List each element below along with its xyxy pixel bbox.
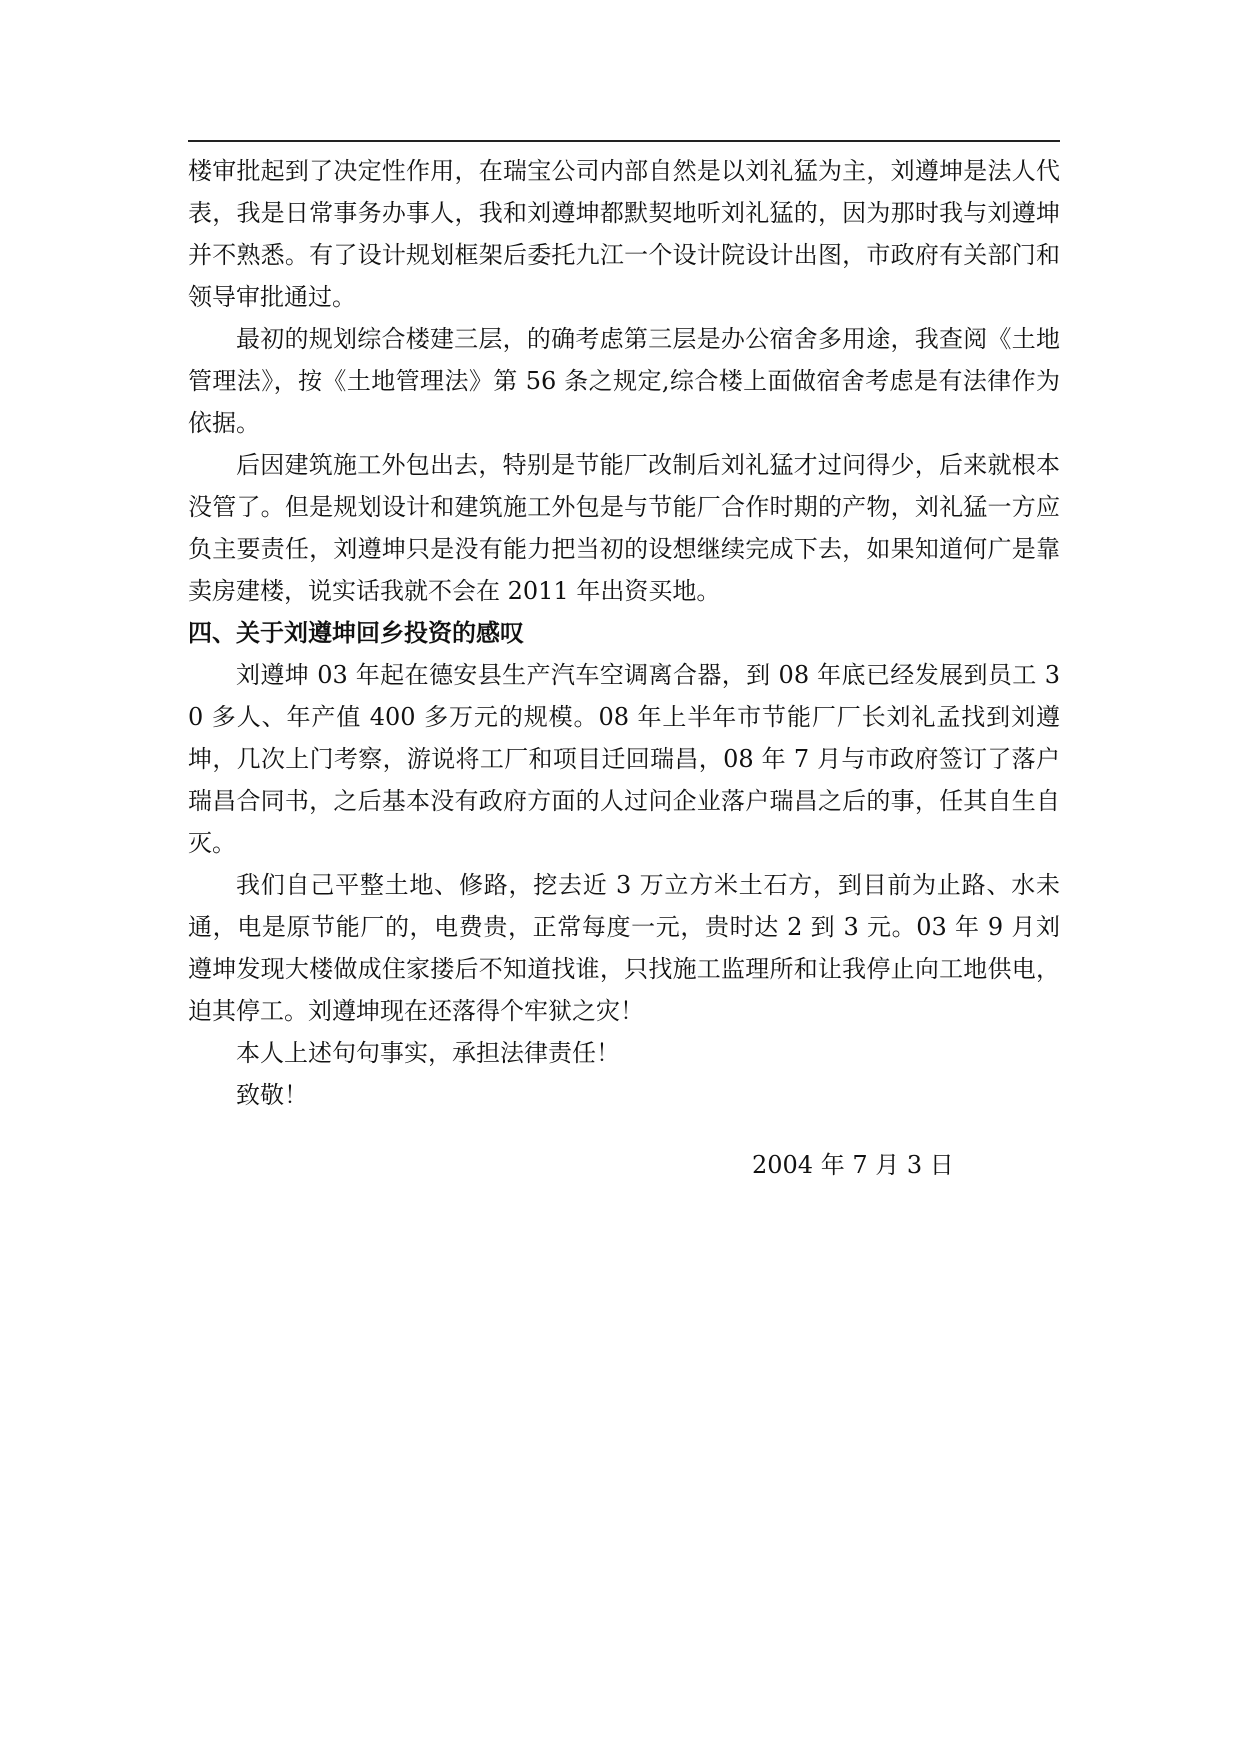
header-rule: [188, 140, 1060, 142]
paragraph-continued: 楼审批起到了决定性作用，在瑞宝公司内部自然是以刘礼猛为主，刘遵坤是法人代表，我是日常事务办事人，我和刘遵坤都默契地听刘礼猛的，因为那时我与刘遵坤并不熟悉。有了设计规划框架后委托九江一个设计院设计出图，市政府有关部门和领导审批通过。: [188, 157, 1060, 311]
paragraph-responsibility: 后因建筑施工外包出去，特别是节能厂改制后刘礼猛才过问得少，后来就根本没管了。但是规划设计和建筑施工外包是与节能厂合作时期的产物，刘礼猛一方应负主要责任，刘遵坤只是没有能力把当初的设想继续完成下去，如果知道何广是靠卖房建楼，说实话我就不会在 2011 年出资买地。: [188, 451, 1060, 605]
statement-line: 本人上述句句事实，承担法律责任！: [236, 1039, 620, 1067]
document-date: 2004 年 7 月 3 日: [752, 1151, 954, 1179]
paragraph-infrastructure: 我们自己平整土地、修路，挖去近 3 万立方米土石方，到目前为止路、水未通，电是原节能厂的，电费贵，正常每度一元，贵时达 2 到 3 元。03 年 9 月刘遵坤发现大楼做成住家搂后不知道找谁，只找施工监理所和让我停止向工地供电，迫其停工。刘遵坤现在还落得个牢狱之灾！: [188, 871, 1060, 1025]
paragraph-investment: 刘遵坤 03 年起在德安县生产汽车空调离合器，到 08 年底已经发展到员工 30 多人、年产值 400 多万元的规模。08 年上半年市节能厂厂长刘礼孟找到刘遵坤，几次上门考察，游说将工厂和项目迁回瑞昌，08 年 7 月与市政府签订了落户瑞昌合同书，之后基本没有政府方面的人过问企业落户瑞昌之后的事，任其自生自灭。: [188, 661, 1060, 857]
document-page: [188, 140, 1060, 1186]
section-heading: 四、关于刘遵坤回乡投资的感叹: [188, 619, 524, 647]
paragraph-planning: 最初的规划综合楼建三层，的确考虑第三层是办公宿舍多用途，我查阅《土地管理法》，按《土地管理法》第 56 条之规定,综合楼上面做宿舍考虑是有法律作为依据。: [188, 325, 1060, 437]
salutation-line: 致敬！: [236, 1081, 308, 1109]
